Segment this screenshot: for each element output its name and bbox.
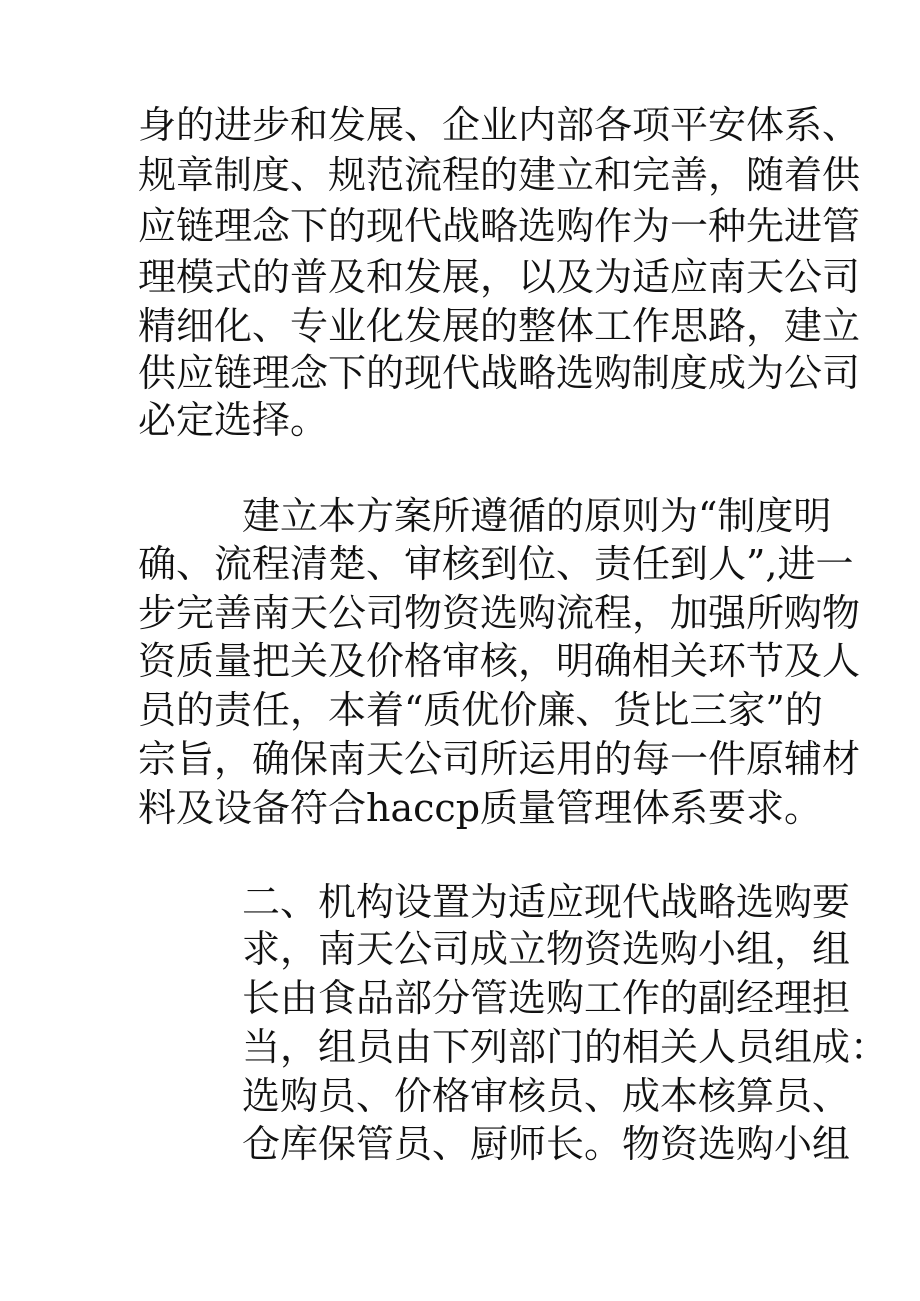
paragraph-2-line-7: 料及设备符合haccp质量管理体系要求。 — [138, 786, 823, 830]
paragraph-3-line-1: 二、机构设置为适应现代战略选购要 — [242, 880, 851, 924]
paragraph-2-line-3: 步完善南天公司物资选购流程，加强所购物 — [138, 591, 861, 635]
paragraph-2-line-1: 建立本方案所遵循的原则为“制度明 — [242, 494, 832, 538]
paragraph-1-line-5: 精细化、专业化发展的整体工作思路，建立 — [138, 304, 861, 348]
paragraph-3-line-3: 长由食品部分管选购工作的副经理担 — [242, 976, 851, 1020]
paragraph-3-line-6: 仓库保管员、厨师长。物资选购小组 — [242, 1122, 851, 1166]
paragraph-2-line-6: 宗旨，确保南天公司所运用的每一件原辅材 — [138, 737, 861, 781]
paragraph-2-line-5: 员的责任，本着“质优价廉、货比三家”的 — [138, 688, 823, 732]
paragraph-2-line-4: 资质量把关及价格审核，明确相关环节及人 — [138, 639, 861, 683]
paragraph-1-line-6: 供应链理念下的现代战略选购制度成为公司 — [138, 351, 861, 395]
paragraph-3-line-5: 选购员、价格审核员、成本核算员、 — [242, 1074, 851, 1118]
paragraph-1-line-4: 理模式的普及和发展，以及为适应南天公司 — [138, 255, 861, 299]
paragraph-1-line-1: 身的进步和发展、企业内部各项平安体系、 — [138, 103, 861, 147]
paragraph-1-line-7: 必定选择。 — [138, 398, 329, 442]
paragraph-3-line-2: 求，南天公司成立物资选购小组，组 — [242, 927, 851, 971]
paragraph-2-line-2: 确、流程清楚、审核到位、责任到人”,进一 — [138, 542, 854, 586]
paragraph-1-line-2: 规章制度、规范流程的建立和完善，随着供 — [138, 153, 861, 197]
paragraph-3-line-4: 当，组员由下列部门的相关人员组成： — [242, 1025, 889, 1069]
paragraph-1-line-3: 应链理念下的现代战略选购作为一种先进管 — [138, 204, 861, 248]
